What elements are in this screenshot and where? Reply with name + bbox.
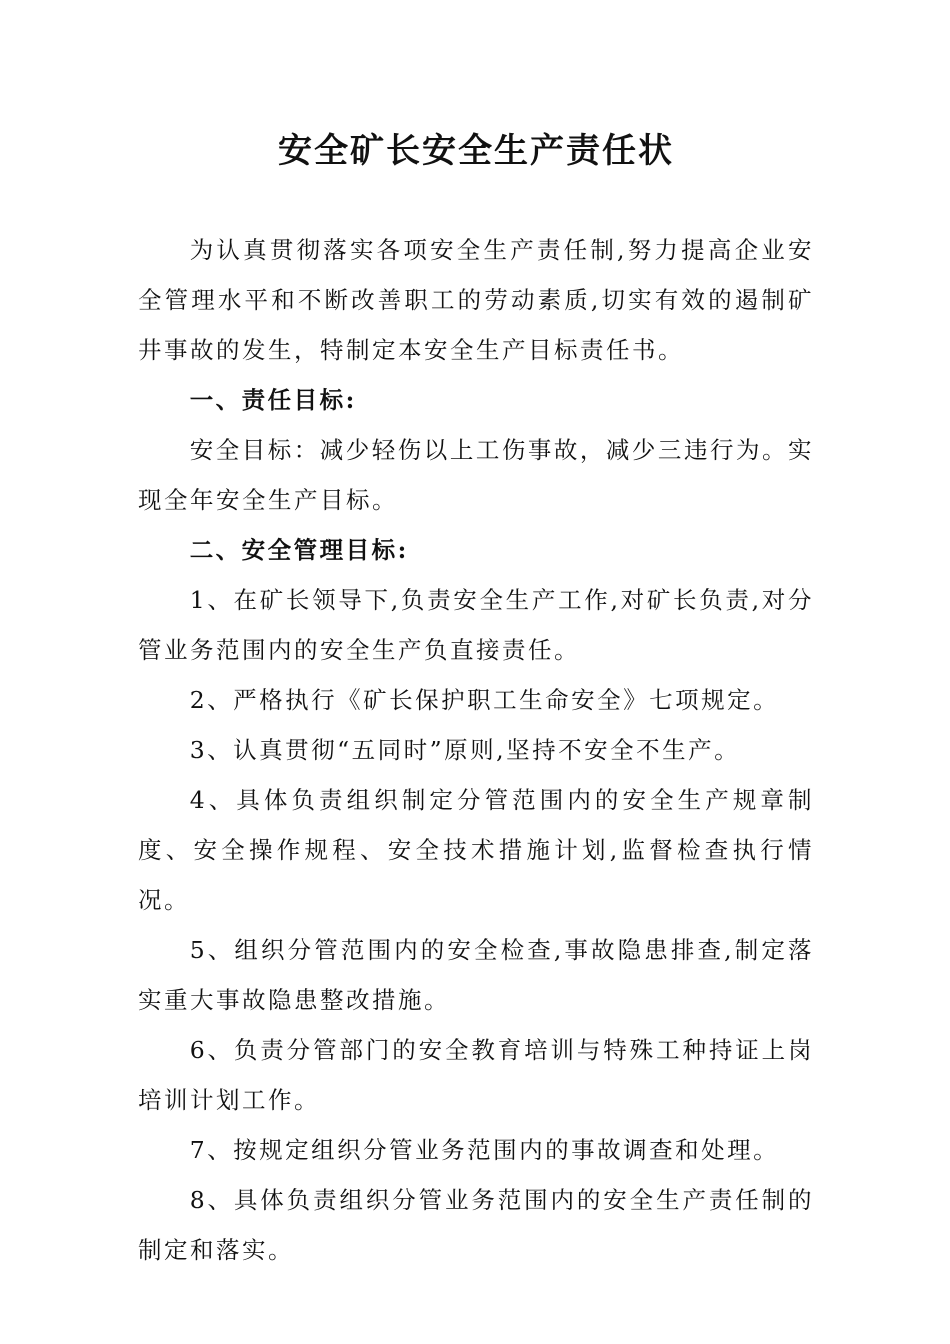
- section-heading-responsibility-goal: 一、责任目标:: [189, 386, 357, 414]
- list-item-6: 6、负责分管部门的安全教育培训与特殊工种持证上岗培训计划工作。: [138, 1036, 814, 1114]
- list-item-3: 3、认真贯彻“五同时”原则,坚持不安全不生产。: [189, 736, 741, 764]
- safety-goal-paragraph: 安全目标：减少轻伤以上工伤事故，减少三违行为。实现全年安全生产目标。: [138, 436, 814, 514]
- list-item-8: 8、具体负责组织分管业务范围内的安全生产责任制的制定和落实。: [138, 1186, 814, 1264]
- intro-paragraph: 为认真贯彻落实各项安全生产责任制,努力提高企业安全管理水平和不断改善职工的劳动素质,切实有效的遏制矿井事故的发生，特制定本安全生产目标责任书。: [138, 236, 814, 364]
- list-item-4: 4、具体负责组织制定分管范围内的安全生产规章制度、安全操作规程、安全技术措施计划,监督检查执行情况。: [138, 786, 814, 914]
- list-item-1: 1、在矿长领导下,负责安全生产工作,对矿长负责,对分管业务范围内的安全生产负直接责任。: [138, 586, 814, 664]
- list-item-5: 5、组织分管范围内的安全检查,事故隐患排查,制定落实重大事故隐患整改措施。: [138, 936, 815, 1014]
- section-heading-safety-management-goal: 二、安全管理目标:: [189, 536, 409, 564]
- document-title: 安全矿长安全生产责任状: [278, 131, 674, 171]
- list-item-2: 2、严格执行《矿长保护职工生命安全》七项规定。: [189, 686, 780, 714]
- list-item-7: 7、按规定组织分管业务范围内的事故调查和处理。: [189, 1136, 780, 1164]
- document-body: [138, 225, 814, 1275]
